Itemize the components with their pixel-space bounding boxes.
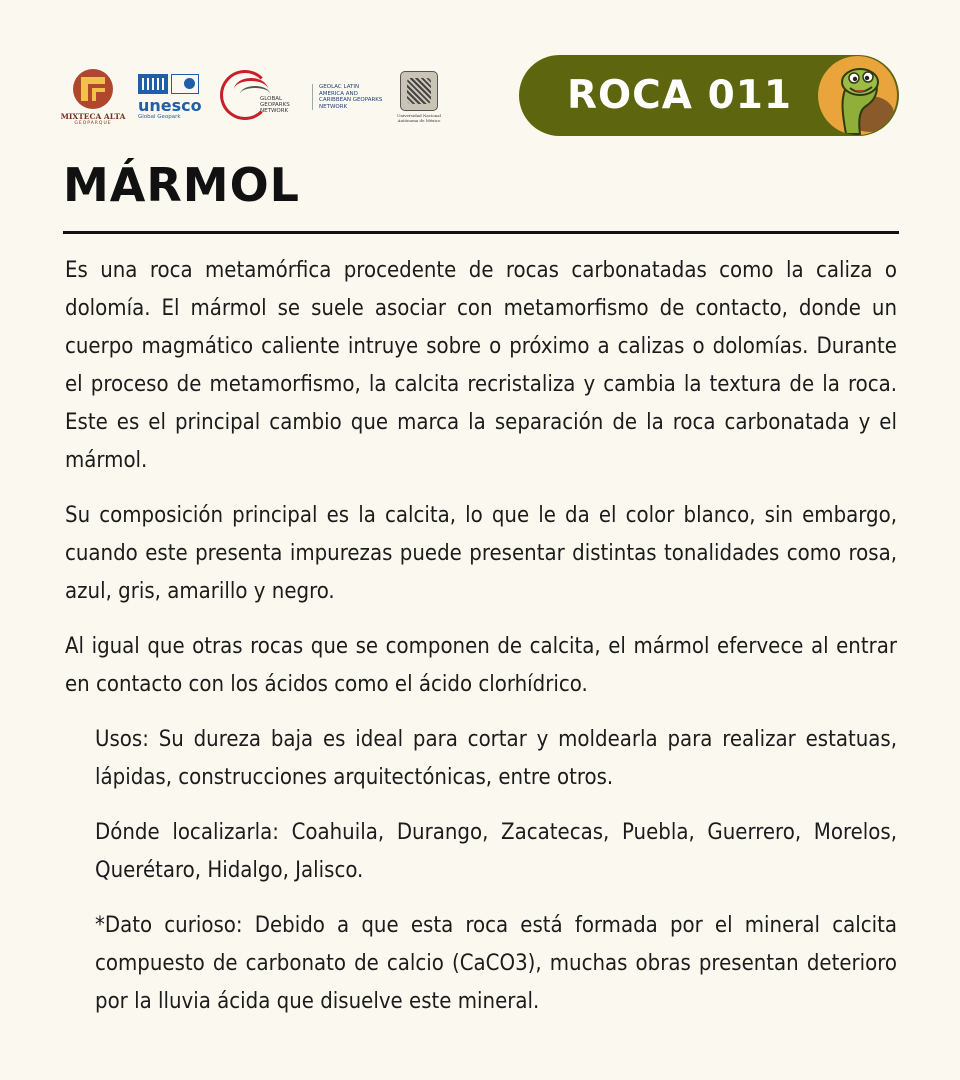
page-title: MÁRMOL [63, 158, 300, 212]
fun-fact-paragraph: *Dato curioso: Debido a que esta roca está formada por el mineral calcita compuesto de carbonato de calcio (CaCO3), muchas obras presentan deterioro por la lluvia ácida que disuelve este mineral. [95, 913, 897, 1014]
unam-logo [397, 71, 441, 123]
page-header [0, 0, 960, 150]
geolac-logo-text: GEOLAC LATIN AMERICA AND CARIBBEAN GEOPARKS NETWORK [319, 84, 383, 110]
uses-paragraph: Usos: Su dureza baja es ideal para cortar y moldearla para realizar estatuas, lápidas, construcciones arquitectónicas, entre otros. [95, 727, 897, 790]
locations-paragraph: Dónde localizarla: Coahuila, Durango, Zacatecas, Puebla, Guerrero, Morelos, Querétaro, Hidalgo, Jalisco. [95, 820, 897, 883]
mixteca-logo-name: MIXTECA ALTA [60, 111, 126, 121]
mixteca-logo-sub: GEOPARQUE [74, 120, 112, 126]
global-geopark-icon [171, 74, 199, 94]
description-paragraph-acid: Al igual que otras rocas que se componen de calcita, el mármol efervece al entrar en contacto con los ácidos como el ácido clorhídrico. [65, 634, 897, 697]
partner-logos [60, 62, 441, 132]
mixteca-alta-logo [60, 69, 126, 126]
unesco-logo-sub: Global Geopark [138, 114, 181, 120]
unam-seal-icon [400, 71, 438, 111]
description-paragraph-composition: Su composición principal es la calcita, lo que le da el color blanco, sin embargo, cuando este presenta impurezas puede presentar distintas tonalidades como rosa, azul, gris, amarillo y negro. [65, 503, 897, 604]
rock-number-label: ROCA 011 [567, 73, 792, 118]
turtle-mascot-icon [818, 56, 897, 135]
ggn-logo-text: GLOBAL GEOPARKS NETWORK [260, 96, 290, 114]
unam-logo-text: Universidad Nacional Autónoma de México [397, 113, 441, 123]
global-geoparks-network-logo [220, 66, 306, 128]
rock-description [65, 252, 897, 1021]
description-paragraph-origin: Es una roca metamórfica procedente de rocas carbonatadas como la caliza o dolomía. El mármol se suele asociar con metamorfismo de contacto, donde un cuerpo magmático caliente intruye sobre o próximo a calizas o dolomías. Durante el proceso de metamorfismo, la calcita recristaliza y cambia la textura de la roca. Este es el principal cambio que marca la separación de la roca carbonatada y el mármol. [65, 258, 897, 473]
unesco-logo-name: unesco [138, 96, 202, 115]
rock-number-badge [519, 55, 899, 136]
mixteca-fret-icon [73, 69, 113, 109]
unesco-temple-icon [138, 74, 168, 94]
geolac-logo [312, 84, 385, 110]
unesco-logo [138, 74, 210, 120]
title-divider [63, 231, 899, 234]
